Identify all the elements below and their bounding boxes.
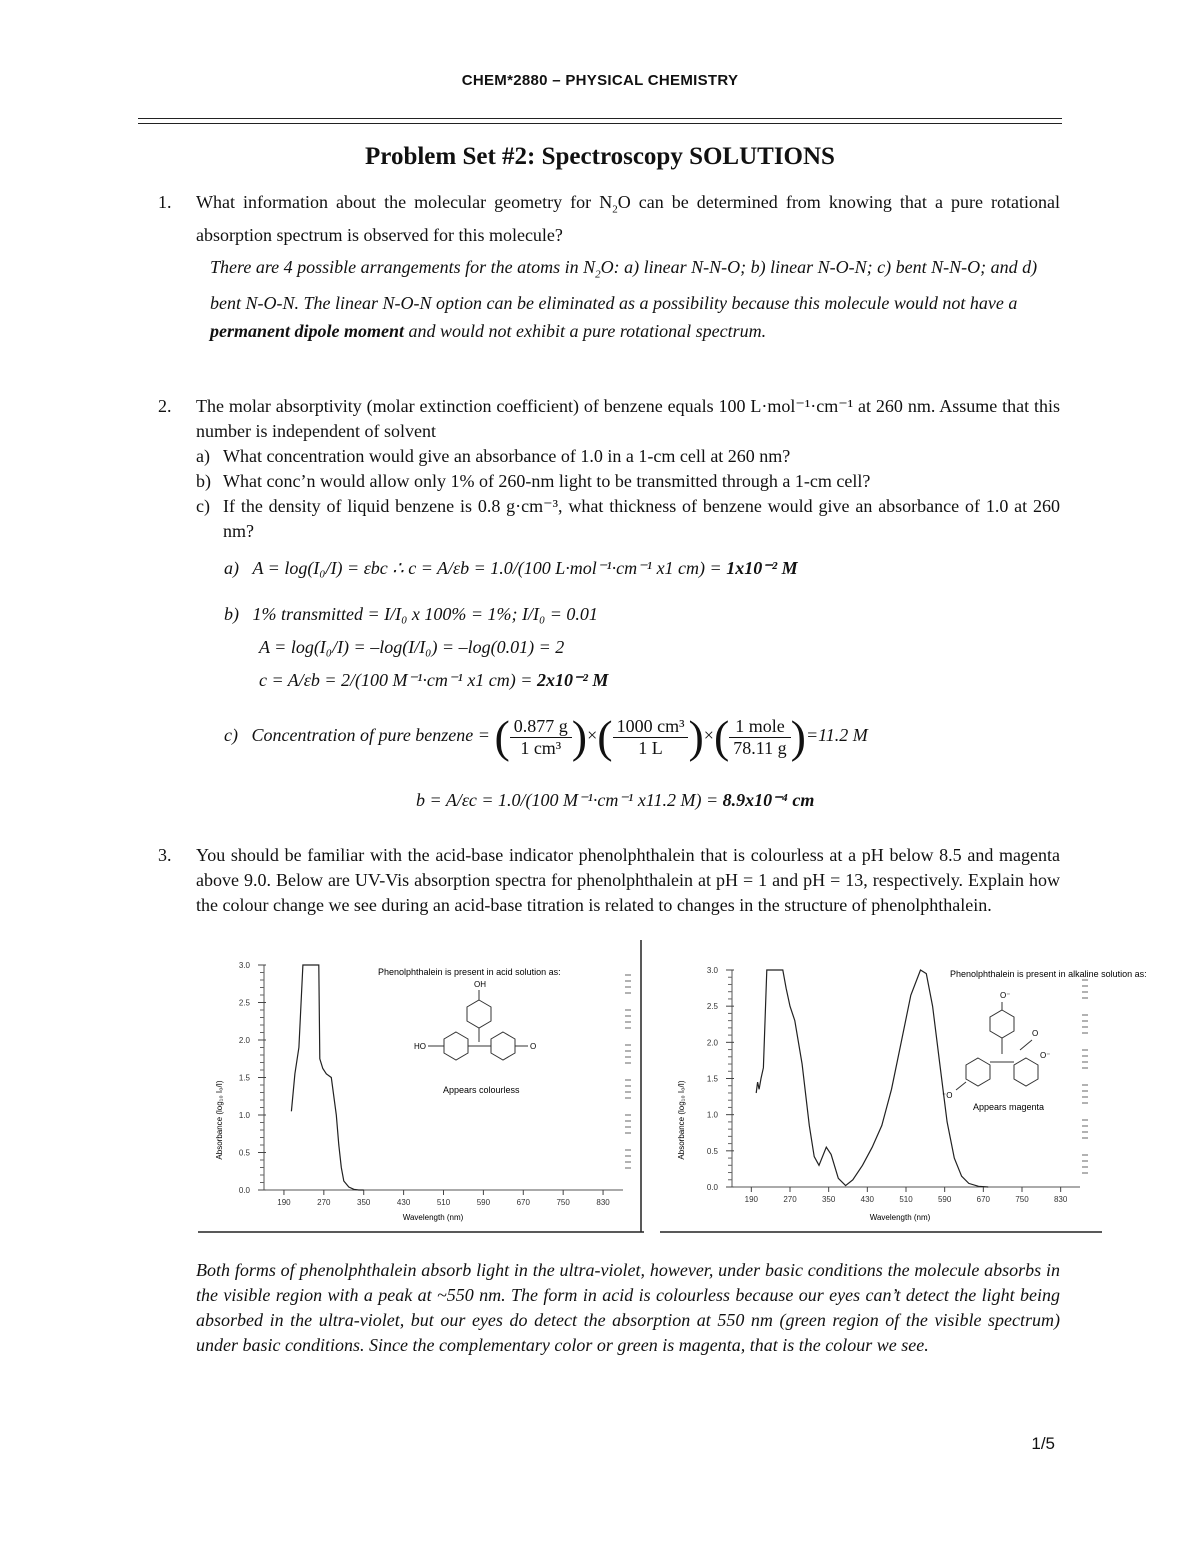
y-tick-label: 2.0 xyxy=(238,1036,250,1045)
y-tick-label: 1.5 xyxy=(706,1074,718,1084)
question-number: 3. xyxy=(158,845,172,865)
question-number: 2. xyxy=(158,396,172,416)
x-tick-label: 350 xyxy=(357,1198,371,1207)
y-tick-label: 3.0 xyxy=(706,966,718,975)
header-rule-top xyxy=(138,118,1062,119)
x-tick-label: 190 xyxy=(744,1195,759,1204)
header-rule-bottom xyxy=(138,123,1062,124)
x-axis-label: Wavelength (nm) xyxy=(402,1213,464,1222)
answer-3: Both forms of phenolphthalein absorb light in the ultra-violet, however, under basic conditions the molecule absorbs in the visible region with a peak at ~550 nm. The form in acid is colourless because our eyes can’t detect the light being absorbed in the ultra-violet, but our eyes do detect the absorption at 550 nm (green region of the visible spectrum) under basic conditions. Since the complementary color or green is magenta, that is the colour we see. xyxy=(196,1260,1060,1355)
solution-b-line1: b) 1% transmitted = I/I₀ x 100% = 1%; I/I₀ = 0.01 xyxy=(224,604,598,624)
question-text: You should be familiar with the acid-base indicator phenolphthalein that is colourless at a pH below 8.5 and magenta above 9.0. Below are UV-Vis absorption spectra for phenolphthalein at pH = 1 and pH = 13, respectively. Explain how the colour change we see during an acid-base titration is related to changes in the structure of phenolphthalein. xyxy=(196,845,1060,915)
absorbance-series-line xyxy=(756,970,988,1187)
x-tick-label: 750 xyxy=(556,1198,570,1207)
structure-label: O⁻ xyxy=(1040,1051,1051,1060)
solution-c-line2: b = A/εc = 1.0/(100 M⁻¹·cm⁻¹ x11.2 M) = 8.9x10⁻⁴ cm xyxy=(416,790,815,810)
acid-form-structure xyxy=(428,990,528,1060)
y-tick-label: 0.5 xyxy=(706,1146,718,1156)
structure-label: HO xyxy=(414,1042,426,1051)
y-tick-label: 0.0 xyxy=(238,1186,250,1195)
question-part: b) What conc’n would allow only 1% of 260-nm light to be transmitted through a 1-cm cell? xyxy=(196,471,871,491)
x-tick-label: 270 xyxy=(317,1198,331,1207)
x-tick-label: 670 xyxy=(976,1195,991,1204)
y-tick-label: 1.0 xyxy=(706,1110,718,1120)
x-tick-label: 670 xyxy=(516,1198,530,1207)
chart-note: Appears colourless xyxy=(443,1085,520,1095)
structure-label: O⁻ xyxy=(1000,991,1011,1000)
structure-label: O xyxy=(530,1042,537,1051)
x-tick-label: 590 xyxy=(476,1198,491,1207)
x-tick-label: 510 xyxy=(436,1198,451,1207)
alkaline-spectrum-chart xyxy=(660,940,1147,1238)
structure-label: O xyxy=(1032,1029,1039,1038)
solution-c-line1: c) Concentration of pure benzene = ( $\frac{0.877 g}{\text{1 cm³}}$ )×( $\frac{\text{1000 cm³}}{1 L}$ )×( $\frac{\text{1 mole}}{78.11 g}$ )=11.2 M xyxy=(224,711,868,762)
absorbance-series-line xyxy=(291,965,363,1190)
question-number: 1. xyxy=(158,192,172,212)
solution-b-line2: A = log(I₀/I) = –log(I/I₀) = –log(0.01) = 2 xyxy=(259,637,565,657)
answer-emphasis: permanent dipole moment xyxy=(210,320,405,341)
question-part: c) If the density of liquid benzene is 0.8 g·cm⁻³, what thickness of benzene would give an absorbance of 1.0 at 260 nm? xyxy=(196,496,1060,541)
y-tick-label: 1.0 xyxy=(238,1111,250,1120)
y-axis-label: Absorbance (log₁₀ I₀/I) xyxy=(215,1080,224,1160)
chart-note: Appears magenta xyxy=(973,1102,1045,1112)
question-text: The molar absorptivity (molar extinction coefficient) of benzene equals 100 L·mol⁻¹·cm⁻¹ at 260 nm. Assume that this number is independent of solvent xyxy=(196,396,1060,441)
solution-b-line3: c = A/εb = 2/(100 M⁻¹·cm⁻¹ x1 cm) = 2x10⁻² M xyxy=(259,670,609,690)
course-header: CHEM*2880 – PHYSICAL CHEMISTRY xyxy=(461,72,739,89)
x-axis-label: Wavelength (nm) xyxy=(869,1213,931,1222)
y-tick-label: 3.0 xyxy=(238,961,250,970)
x-tick-label: 830 xyxy=(596,1198,610,1207)
x-tick-label: 750 xyxy=(1015,1195,1029,1204)
y-tick-label: 2.0 xyxy=(706,1038,718,1048)
y-tick-label: 1.5 xyxy=(238,1073,250,1083)
y-axis-label: Absorbance (log₁₀ I₀/I) xyxy=(677,1080,686,1160)
y-tick-label: 0.0 xyxy=(706,1183,718,1192)
page-number: 1/5 xyxy=(1031,1434,1055,1453)
structure-label: OH xyxy=(474,980,486,989)
question-2 xyxy=(158,394,1060,544)
chart-title: Phenolphthalein is present in acid solution as: xyxy=(378,967,561,977)
y-tick-label: 2.5 xyxy=(238,998,250,1008)
x-tick-label: 590 xyxy=(937,1195,952,1204)
structure-label: ⁻O xyxy=(942,1091,953,1100)
alkaline-form-structure xyxy=(956,1002,1038,1090)
x-tick-label: 350 xyxy=(821,1195,836,1204)
x-tick-label: 430 xyxy=(860,1195,875,1204)
x-tick-label: 430 xyxy=(396,1198,411,1207)
x-tick-label: 270 xyxy=(783,1195,797,1204)
acid-spectrum-chart xyxy=(198,940,644,1238)
question-text: What information about the molecular geometry for $N_2O$ can be determined from knowing that a pure rotational absorption spectrum is observed for this molecule? xyxy=(196,192,1060,245)
page-title: Problem Set #2: Spectroscopy SOLUTIONS xyxy=(365,143,835,170)
question-1 xyxy=(158,190,1060,248)
answer-1: There are 4 possible arrangements for the atoms in $N_2O$: a) linear N-N-O; b) linear N-O-N; c) bent N-N-O; and d) bent N-O-N. The linear N-O-N option can be eliminated as a possibility because this molecule would not have a permanent dipole moment and would not exhibit a pure rotational spectrum. xyxy=(210,257,1038,341)
x-tick-label: 190 xyxy=(277,1198,291,1207)
y-tick-label: 2.5 xyxy=(706,1002,718,1012)
question-3 xyxy=(158,843,1060,918)
chart-title: Phenolphthalein is present in alkaline solution as: xyxy=(950,969,1147,979)
solution-a: a) A = log(I₀/I) = εbc ∴ c = A/εb = 1.0/(100 L·mol⁻¹·cm⁻¹ x1 cm) = 1x10⁻² M xyxy=(224,558,798,578)
y-tick-label: 0.5 xyxy=(238,1148,250,1158)
x-tick-label: 830 xyxy=(1053,1195,1068,1204)
question-part: a) What concentration would give an absorbance of 1.0 in a 1-cm cell at 260 nm? xyxy=(196,446,791,466)
x-tick-label: 510 xyxy=(899,1195,913,1204)
